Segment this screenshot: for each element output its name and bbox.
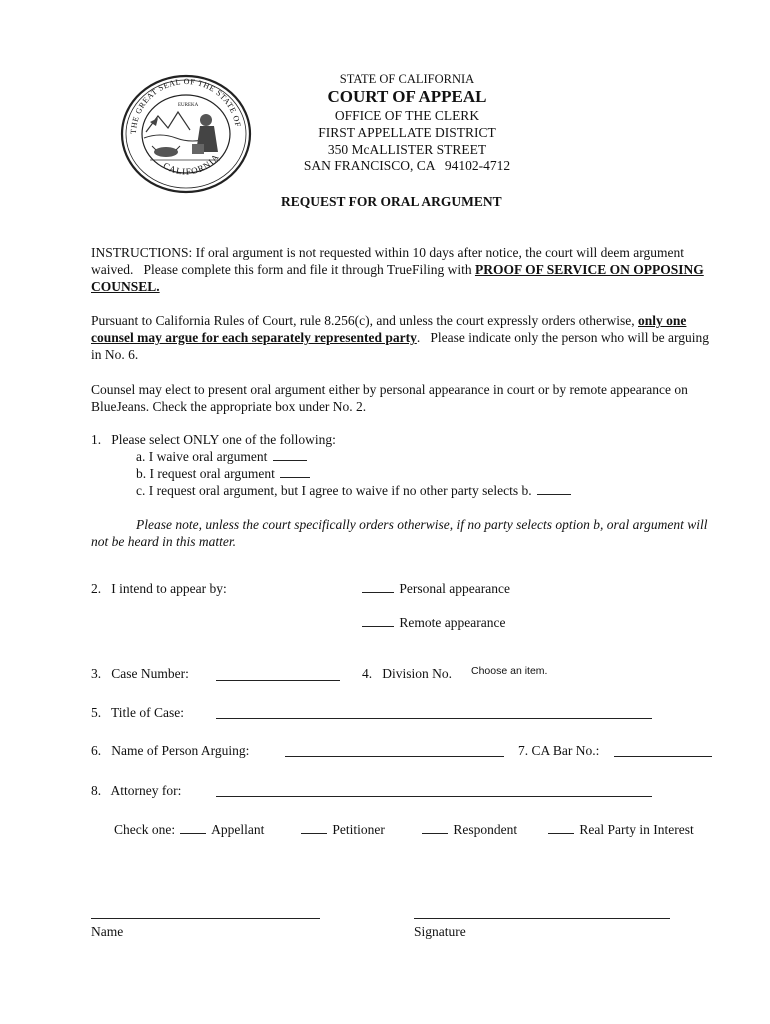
respondent-checkbox[interactable]: [422, 821, 448, 834]
case-number-field[interactable]: [216, 680, 340, 681]
header-city: SAN FRANCISCO, CA 94102-4712: [303, 158, 511, 173]
item7-label: 7. CA Bar No.:: [518, 743, 600, 758]
header-office: OFFICE OF THE CLERK: [334, 108, 480, 123]
rule-paragraph: [91, 312, 711, 363]
petitioner-option: [301, 821, 385, 838]
rule-text-end: . Please indicate only the person who will be arguing in No. 6.: [91, 330, 713, 362]
person-arguing-field[interactable]: [285, 756, 504, 757]
check-one-row: [114, 821, 264, 838]
seal-ring-text-top: THE GREAT SEAL OF THE STATE OF: [128, 76, 243, 135]
seal-motto: EUREKA: [178, 103, 199, 108]
attorney-for-field[interactable]: [216, 796, 652, 797]
respondent-option: [422, 821, 517, 838]
item1-option-b: [136, 465, 312, 482]
california-state-seal: [120, 74, 252, 194]
header-state: STATE OF CALIFORNIA: [339, 72, 475, 86]
real-party-label: Real Party in Interest: [579, 822, 694, 837]
header-court: COURT OF APPEAL: [327, 87, 487, 106]
name-signature-line[interactable]: [91, 918, 320, 919]
item1-label: 1. Please select ONLY one of the following:: [91, 432, 336, 447]
header-district: FIRST APPELLATE DISTRICT: [318, 125, 496, 140]
signature-label: Signature: [414, 924, 466, 939]
appellant-checkbox[interactable]: [180, 821, 206, 834]
item4-label: 4. Division No.: [362, 666, 453, 681]
personal-appearance-label: Personal appearance: [399, 581, 510, 596]
division-dropdown[interactable]: Choose an item.: [471, 665, 548, 677]
item8-label: 8. Attorney for:: [91, 783, 182, 798]
remote-appearance-option: [362, 614, 505, 631]
appearance-paragraph: Counsel may elect to present oral argument either by personal appearance in court or by remote appearance on BlueJeans. Check the appropriate box under No. 2.: [91, 382, 688, 414]
bar-number-field[interactable]: [614, 756, 712, 757]
check-one-label: Check one:: [114, 822, 176, 837]
petitioner-checkbox[interactable]: [301, 821, 327, 834]
italic-note: Please note, unless the court specifically orders otherwise, if no party selects option b, oral argument will not be heard in this matter.: [91, 517, 708, 549]
option-a-checkbox[interactable]: [273, 448, 307, 461]
signature-line[interactable]: [414, 918, 670, 919]
remote-appearance-label: Remote appearance: [399, 615, 506, 630]
case-title-field[interactable]: [216, 718, 652, 719]
form-title: REQUEST FOR ORAL ARGUMENT: [281, 194, 502, 209]
option-b-checkbox[interactable]: [280, 465, 310, 478]
remote-appearance-checkbox[interactable]: [362, 614, 394, 627]
option-c-label: c. I request oral argument, but I agree to waive if no other party selects b.: [136, 483, 532, 498]
name-label: Name: [91, 924, 124, 939]
personal-appearance-checkbox[interactable]: [362, 580, 394, 593]
real-party-option: [548, 821, 694, 838]
option-c-checkbox[interactable]: [537, 482, 571, 495]
option-b-label: b. I request oral argument: [136, 466, 275, 481]
option-a-label: a. I waive oral argument: [136, 449, 268, 464]
instructions-text: INSTRUCTIONS: If oral argument is not requested within 10 days after notice, the court will deem argument waived. Please complete this form and file it through TrueFiling with: [91, 245, 688, 277]
item1-option-a: [136, 448, 309, 465]
item2-label: 2. I intend to appear by:: [91, 581, 227, 596]
instructions-paragraph: [91, 244, 719, 295]
petitioner-label: Petitioner: [332, 822, 385, 837]
header-street: 350 McALLISTER STREET: [327, 142, 487, 157]
item1-option-c: [136, 482, 573, 499]
item6-label: 6. Name of Person Arguing:: [91, 743, 250, 758]
item3-label: 3. Case Number:: [91, 666, 189, 681]
appellant-label: Appellant: [211, 822, 265, 837]
one-counsel-notice: only one counsel may argue for each separately represented party: [91, 313, 687, 345]
seal-ring-text-bottom: CALIFORNIA: [161, 151, 222, 177]
rule-text: Pursuant to California Rules of Court, rule 8.256(c), and unless the court expressly orders otherwise,: [91, 313, 639, 328]
item5-label: 5. Title of Case:: [91, 705, 185, 720]
personal-appearance-option: [362, 580, 510, 597]
respondent-label: Respondent: [453, 822, 518, 837]
proof-of-service-notice: PROOF OF SERVICE ON OPPOSING COUNSEL.: [91, 262, 704, 294]
real-party-checkbox[interactable]: [548, 821, 574, 834]
